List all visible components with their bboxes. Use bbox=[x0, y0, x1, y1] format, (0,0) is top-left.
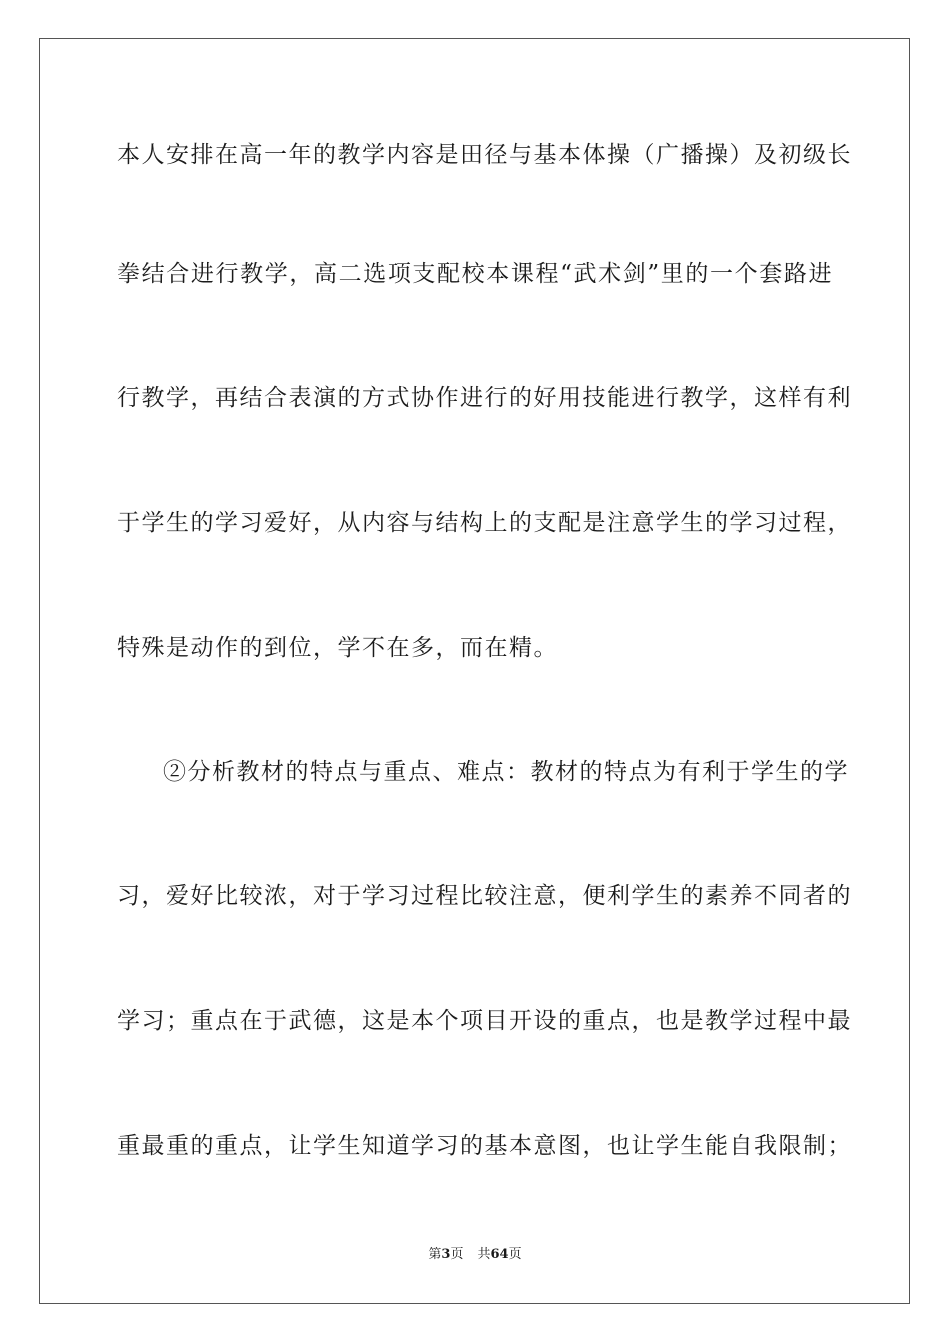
footer-page-suffix: 页 bbox=[450, 1247, 464, 1262]
footer-total-prefix: 共 bbox=[477, 1247, 491, 1262]
page-border bbox=[39, 38, 910, 1304]
text-line-2: 拳结合进行教学，高二选项支配校本课程“武术剑”里的一个套路进 bbox=[117, 261, 833, 287]
footer-total-suffix: 页 bbox=[508, 1247, 522, 1262]
text-line-4: 于学生的学习爱好，从内容与结构上的支配是注意学生的学习过程， bbox=[117, 510, 852, 536]
page-footer bbox=[0, 1246, 950, 1264]
footer-page-number: 3 bbox=[441, 1247, 451, 1262]
text-line-7: 习，爱好比较浓，对于学习过程比较注意，便利学生的素养不同者的 bbox=[117, 883, 852, 909]
footer-page-prefix: 第 bbox=[428, 1247, 442, 1262]
text-line-3: 行教学，再结合表演的方式协作进行的好用技能进行教学，这样有利 bbox=[117, 385, 852, 411]
text-line-9: 重最重的重点，让学生知道学习的基本意图，也让学生能自我限制； bbox=[117, 1133, 852, 1159]
text-line-1: 本人安排在高一年的教学内容是田径与基本体操（广播操）及初级长 bbox=[117, 142, 852, 168]
text-line-6: ②分析教材的特点与重点、难点：教材的特点为有利于学生的学 bbox=[163, 759, 849, 785]
text-line-8: 学习；重点在于武德，这是本个项目开设的重点，也是教学过程中最 bbox=[117, 1008, 852, 1034]
text-line-5: 特殊是动作的到位，学不在多，而在精。 bbox=[117, 635, 558, 661]
footer-total-pages: 64 bbox=[490, 1247, 509, 1262]
